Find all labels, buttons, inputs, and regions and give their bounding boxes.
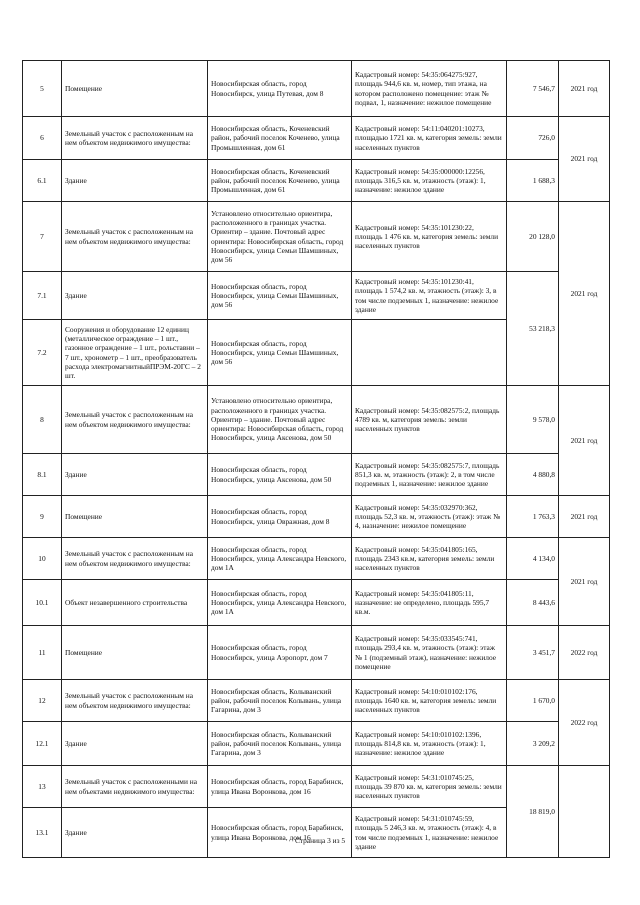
object-description: Кадастровый номер: 54:35:041805:11, назначение: не определено, площадь 595,7 кв.м. <box>352 580 507 626</box>
page-footer: Страница 3 из 5 <box>294 836 346 845</box>
object-area: 18 819,0 <box>507 766 559 858</box>
object-description: Кадастровый номер: 54:35:000000:12256, площадь 316,5 кв. м, этажность (этаж): 1, назначение: нежилое здание <box>352 160 507 202</box>
object-name: Здание <box>62 160 208 202</box>
object-address: Новосибирская область, город Барабинск, улица Ивана Воронкова, дом 16 <box>208 808 352 858</box>
object-area: 1 688,3 <box>507 160 559 202</box>
object-name: Земельный участок с расположенным на нем объектом недвижимого имущества: <box>62 117 208 160</box>
table-row <box>23 61 610 117</box>
object-name: Объект незавершенного строительства <box>62 580 208 626</box>
table-row <box>23 626 610 680</box>
sale-year: 2021 год <box>559 117 610 202</box>
object-area: 4 134,0 <box>507 538 559 580</box>
sale-year: 2021 год <box>559 61 610 117</box>
object-area: 3 451,7 <box>507 626 559 680</box>
object-description <box>352 320 507 386</box>
object-description: Кадастровый номер: 54:11:040201:10273, площадью 1721 кв. м, категория земель: земли населенных пунктов <box>352 117 507 160</box>
object-name: Здание <box>62 808 208 858</box>
object-address: Установлено относительно ориентира, расположенного в границах участка. Ориентир – здание. Почтовый адрес ориентира: Новосибирская область, город Новосибирск, улица Аксенова, дом 50 <box>208 386 352 454</box>
sale-year: 2021 год <box>559 496 610 538</box>
object-address: Новосибирская область, город Новосибирск, улица Овражная, дом 8 <box>208 496 352 538</box>
table-row <box>23 454 610 496</box>
object-area: 1 670,0 <box>507 680 559 722</box>
object-description: Кадастровый номер: 54:31:010745:25, площадь 39 870 кв. м, категория земель: земли населенных пунктов <box>352 766 507 808</box>
row-number: 5 <box>23 61 62 117</box>
object-address: Установлено относительно ориентира, расположенного в границах участка. Ориентир – здание. Почтовый адрес ориентира: Новосибирская область, город Новосибирск, улица Семьи Шамшиных, дом 56 <box>208 202 352 272</box>
object-area: 3 209,2 <box>507 722 559 766</box>
object-name: Земельный участок с расположенным на нем объектом недвижимого имущества: <box>62 386 208 454</box>
row-number: 8 <box>23 386 62 454</box>
table-row <box>23 496 610 538</box>
object-name: Помещение <box>62 61 208 117</box>
object-address: Новосибирская область, город Новосибирск, улица Александра Невского, дом 1А <box>208 538 352 580</box>
object-name: Помещение <box>62 626 208 680</box>
row-number: 10 <box>23 538 62 580</box>
object-name: Здание <box>62 722 208 766</box>
object-area: 9 578,0 <box>507 386 559 454</box>
table-row <box>23 680 610 722</box>
object-name: Здание <box>62 272 208 320</box>
object-address: Новосибирская область, Коченевский район, рабочий поселок Коченево, улица Промышленная, дом 61 <box>208 160 352 202</box>
sale-year: 2022 год <box>559 680 610 766</box>
row-number: 8.1 <box>23 454 62 496</box>
object-name: Земельный участок с расположенным на нем объектом недвижимого имущества: <box>62 202 208 272</box>
object-description: Кадастровый номер: 54:35:101230:41, площадь 1 574,2 кв. м, этажность (этаж): 3, в том числе подземных 1, назначение: нежилое здание <box>352 272 507 320</box>
sale-year: 2021 год <box>559 202 610 386</box>
object-address: Новосибирская область, Коченевский район, рабочий поселок Коченево, улица Промышленная, дом 61 <box>208 117 352 160</box>
object-description: Кадастровый номер: 54:35:082575:2, площадь 4789 кв. м, категория земель: земли населенных пунктов <box>352 386 507 454</box>
object-description: Кадастровый номер: 54:35:041805:165, площадь 2343 кв.м, категория земель: земли населенных пунктов <box>352 538 507 580</box>
object-address: Новосибирская область, город Новосибирск, улица Александра Невского, дом 1А <box>208 580 352 626</box>
object-description: Кадастровый номер: 54:35:032970:362, площадь 52,3 кв. м, этажность (этаж): этаж № 4, назначение: нежилое помещение <box>352 496 507 538</box>
object-area: 726,0 <box>507 117 559 160</box>
row-number: 7.1 <box>23 272 62 320</box>
row-number: 11 <box>23 626 62 680</box>
table-row <box>23 160 610 202</box>
table-row <box>23 386 610 454</box>
row-number: 7.2 <box>23 320 62 386</box>
object-description: Кадастровый номер: 54:35:101230:22, площадь 1 476 кв. м, категория земель: земли населенных пунктов <box>352 202 507 272</box>
object-area: 7 546,7 <box>507 61 559 117</box>
object-description: Кадастровый номер: 54:10:010102:1396, площадь 814,8 кв. м, этажность (этаж): 1, назначение: нежилое здание <box>352 722 507 766</box>
row-number: 10.1 <box>23 580 62 626</box>
object-description: Кадастровый номер: 54:35:033545:741, площадь 293,4 кв. м, этажность (этаж): этаж № 1 (подземный этаж), назначение: нежилое помещение <box>352 626 507 680</box>
object-description: Кадастровый номер: 54:35:082575:7, площадь 851,3 кв. м, этажность (этаж): 2, в том числе подземных 1, назначение: нежилое здание <box>352 454 507 496</box>
object-address: Новосибирская область, город Новосибирск, улица Семьи Шамшиных, дом 56 <box>208 272 352 320</box>
object-address: Новосибирская область, город Новосибирск, улица Аксенова, дом 50 <box>208 454 352 496</box>
table-row <box>23 766 610 808</box>
row-number: 9 <box>23 496 62 538</box>
table-row <box>23 202 610 272</box>
object-name: Земельный участок с расположенным на нем объектом недвижимого имущества: <box>62 538 208 580</box>
object-address: Новосибирская область, Колыванский район, рабочий поселок Колывань, улица Гагарина, дом 3 <box>208 722 352 766</box>
table-row <box>23 722 610 766</box>
row-number: 7 <box>23 202 62 272</box>
object-description: Кадастровый номер: 54:35:064275:927, площадь 944,6 кв. м, номер, тип этажа, на котором расположено помещение: этаж № подвал, 1, назначение: нежилое помещение <box>352 61 507 117</box>
sale-year: 2021 год <box>559 386 610 496</box>
sale-year: 2022 год <box>559 626 610 680</box>
object-area: 8 443,6 <box>507 580 559 626</box>
table-row <box>23 117 610 160</box>
table-row <box>23 580 610 626</box>
row-number: 12 <box>23 680 62 722</box>
table-row <box>23 538 610 580</box>
object-area: 4 880,8 <box>507 454 559 496</box>
object-address: Новосибирская область, город Новосибирск, улица Путевая, дом 8 <box>208 61 352 117</box>
object-address: Новосибирская область, Колыванский район, рабочий поселок Колывань, улица Гагарина, дом 3 <box>208 680 352 722</box>
row-number: 6 <box>23 117 62 160</box>
row-number: 12.1 <box>23 722 62 766</box>
object-area: 1 763,3 <box>507 496 559 538</box>
property-table <box>22 60 610 858</box>
object-name: Земельный участок с расположенным на нем объектом недвижимого имущества: <box>62 680 208 722</box>
object-description: Кадастровый номер: 54:10:010102:176, площадь 1640 кв. м, категория земель: земли населенных пунктов <box>352 680 507 722</box>
object-address: Новосибирская область, город Барабинск, улица Ивана Воронкова, дом 16 <box>208 766 352 808</box>
object-name: Сооружения и оборудование 12 единиц (металлическое ограждение – 1 шт., газонное ограждение – 1 шт., рольставни – 7 шт., хронометр – 1 шт., преобразователь расхода электромагнитныйПРЭМ-20ГС – 2 шт. <box>62 320 208 386</box>
object-name: Земельный участок с расположенными на нем объектами недвижимого имущества: <box>62 766 208 808</box>
object-description: Кадастровый номер: 54:31:010745:59, площадь 5 246,3 кв. м, этажность (этаж): 4, в том числе подземных 1, назначение: нежилое здание <box>352 808 507 858</box>
table-row <box>23 272 610 320</box>
object-name: Здание <box>62 454 208 496</box>
object-address: Новосибирская область, город Новосибирск, улица Семьи Шамшиных, дом 56 <box>208 320 352 386</box>
object-address: Новосибирская область, город Новосибирск, улица Аэропорт, дом 7 <box>208 626 352 680</box>
row-number: 13.1 <box>23 808 62 858</box>
object-area: 53 218,3 <box>507 272 559 386</box>
object-area: 20 128,0 <box>507 202 559 272</box>
object-name: Помещение <box>62 496 208 538</box>
row-number: 6.1 <box>23 160 62 202</box>
row-number: 13 <box>23 766 62 808</box>
sale-year: 2021 год <box>559 538 610 626</box>
